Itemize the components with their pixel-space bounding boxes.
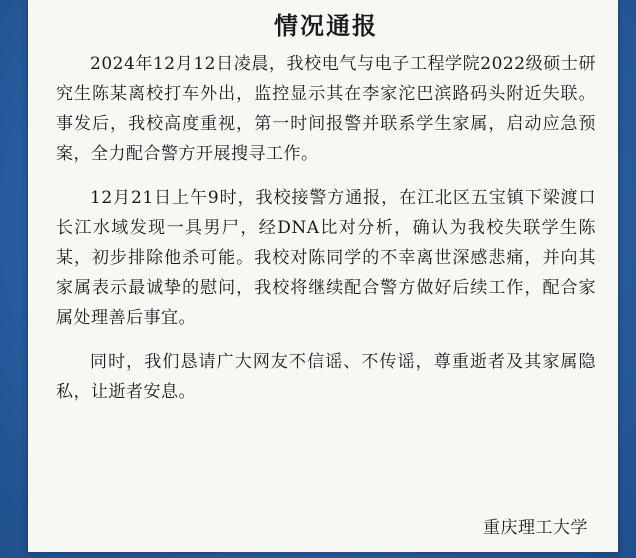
notice-signature: 重庆理工大学 xyxy=(483,518,588,538)
notice-paragraph-3: 同时，我们恳请广大网友不信谣、不传谣，尊重逝者及其家属隐私，让逝者安息。 xyxy=(56,352,596,402)
notice-paragraph-2: 12月21日上午9时，我校接警方通报，在江北区五宝镇下梁渡口长江水域发现一具男尸，经DNA比对分析，确认为我校失联学生陈某，初步排除他杀可能。我校对陈同学的不幸离世深感悲痛，并向其家属表示最诚挚的慰问，我校将继续配合警方做好后续工作，配合家属处理善后事宜。 xyxy=(56,188,596,328)
notice-document xyxy=(28,0,618,552)
notice-title: 情况通报 xyxy=(274,12,378,40)
notice-paragraph-1: 2024年12月12日凌晨，我校电气与电子工程学院2022级硕士研究生陈某离校打车外出，监控显示其在李家沱巴滨路码头附近失联。事发后，我校高度重视，第一时间报警并联系学生家属，启动应急预案，全力配合警方开展搜寻工作。 xyxy=(56,54,596,164)
